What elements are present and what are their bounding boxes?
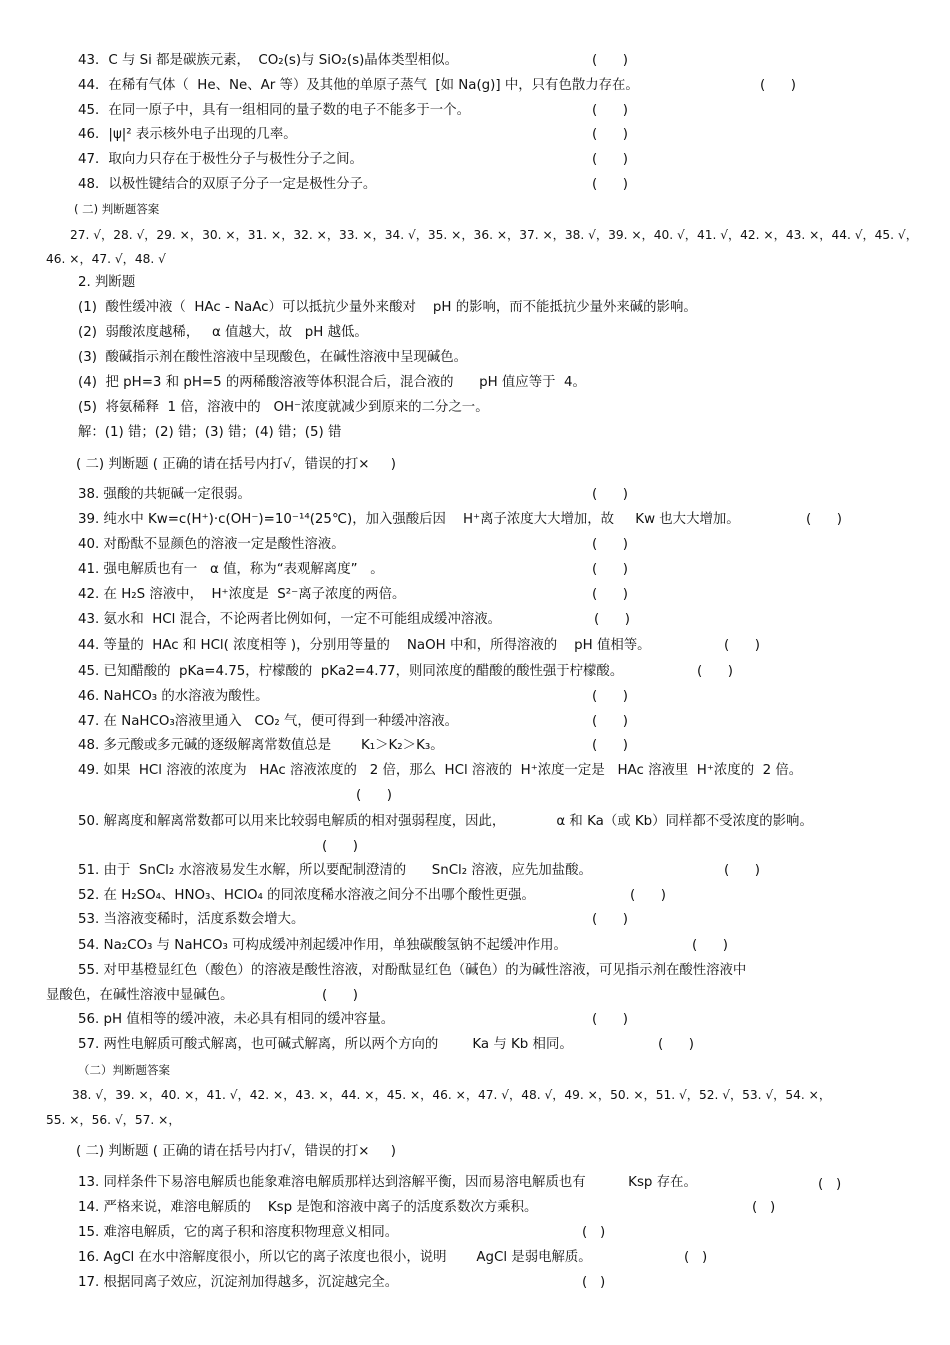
answer-bracket: ( ) [322,988,358,1003]
answer-bracket: ( ) [818,1177,842,1192]
answer-bracket: ( ) [692,938,728,953]
answer-bracket: ( ) [592,152,628,167]
answer-bracket: ( ) [592,714,628,729]
answer-bracket: ( ) [322,839,358,854]
question-48: 48．以极性键结合的双原子分子一定是极性分子。 [78,177,377,192]
question-4: (4) 把 pH=3 和 pH=5 的两稀酸溶液等体积混合后，混合液的 pH 值应等于 4。 [78,375,586,390]
section-heading: ( 二) 判断题答案 [74,202,160,216]
question-38: 38. 强酸的共轭碱一定很弱。 [78,487,251,502]
section-heading: 2. 判断题 [78,275,136,290]
answer-key-line: 38. √，39. ×，40. ×，41. √，42. ×，43. ×，44. ×，45. ×，46. ×，47. √，48. √，49. ×，50. ×，51. √，52. √，53. √，54. ×， [72,1088,832,1102]
question-43: 43．C 与 Si 都是碳族元素， CO₂(s)与 SiO₂(s)晶体类型相似。 [78,53,459,68]
answer-bracket: ( ) [684,1250,708,1265]
answer-bracket: ( ) [592,537,628,552]
question-46: 46．|ψ|² 表示核外电子出现的几率。 [78,127,297,142]
answer-bracket: ( ) [658,1037,694,1052]
answer-bracket: ( ) [592,487,628,502]
answer-bracket: ( ) [592,53,628,68]
question-55-cont: 显酸色，在碱性溶液中显碱色。 [46,988,234,1003]
question-46b: 46. NaHCO₃ 的水溶液为酸性。 [78,689,269,704]
answer-bracket: ( ) [592,127,628,142]
question-57: 57. 两性电解质可酸式解离，也可碱式解离，所以两个方向的 Ka 与 Kb 相同。 [78,1037,573,1052]
answer-bracket: ( ) [592,103,628,118]
question-44: 44．在稀有气体（ He、Ne、Ar 等）及其他的单原子蒸气 [如 Na(g)] 中，只有色散力存在。 [78,78,639,93]
answer-bracket: ( ) [752,1200,776,1215]
answer-bracket: ( ) [592,1012,628,1027]
question-2: (2) 弱酸浓度越稀， α 值越大，故 pH 越低。 [78,325,368,340]
question-15: 15. 难溶电解质，它的离子积和溶度积物理意义相同。 [78,1225,399,1240]
answer-bracket: ( ) [592,689,628,704]
question-17: 17. 根据同离子效应，沉淀剂加得越多，沉淀越完全。 [78,1275,399,1290]
question-45: 45．在同一原子中，具有一组相同的量子数的电子不能多于一个。 [78,103,470,118]
question-39: 39. 纯水中 Kw=c(H⁺)·c(OH⁻)=10⁻¹⁴(25℃)，加入强酸后因 H⁺离子浓度大大增加，故 Kw 也大大增加。 [78,512,740,527]
question-44b: 44. 等量的 HAc 和 HCl( 浓度相等 )，分别用等量的 NaOH 中和，所得溶液的 pH 值相等。 [78,638,651,653]
answer-bracket: ( ) [592,912,628,927]
answer-bracket: ( ) [582,1225,606,1240]
answer-bracket: ( ) [760,78,796,93]
answer-bracket: ( ) [630,888,666,903]
question-47: 47．取向力只存在于极性分子与极性分子之间。 [78,152,363,167]
answer-bracket: ( ) [806,512,842,527]
answer-key-line: 46. ×，47. √，48. √ [46,252,166,266]
answer-bracket: ( ) [592,177,628,192]
question-5: (5) 将氨稀释 1 倍，溶液中的 OH⁻浓度就减少到原来的二分之一。 [78,400,489,415]
answer-bracket: ( ) [592,738,628,753]
question-42: 42. 在 H₂S 溶液中， H⁺浓度是 S²⁻离子浓度的两倍。 [78,587,406,602]
question-53: 53. 当溶液变稀时，活度系数会增大。 [78,912,305,927]
section-heading: ( 二) 判断题 ( 正确的请在括号内打√，错误的打× ) [76,457,396,472]
question-41: 41. 强电解质也有一 α 值，称为“表观解离度” 。 [78,562,384,577]
question-54: 54. Na₂CO₃ 与 NaHCO₃ 可构成缓冲剂起缓冲作用，单独碳酸氢钠不起缓冲作用。 [78,938,567,953]
question-51: 51. 由于 SnCl₂ 水溶液易发生水解，所以要配制澄清的 SnCl₂ 溶液，应先加盐酸。 [78,863,592,878]
question-14: 14. 严格来说，难溶电解质的 Ksp 是饱和溶液中离子的活度系数次方乘积。 [78,1200,538,1215]
answer-bracket: ( ) [592,587,628,602]
question-49: 49. 如果 HCl 溶液的浓度为 HAc 溶液浓度的 2 倍，那么 HCl 溶液的 H⁺浓度一定是 HAc 溶液里 H⁺浓度的 2 倍。 [78,763,803,778]
answer-bracket: ( ) [592,562,628,577]
answer-key-line: 27. √，28. √，29. ×，30. ×，31. ×，32. ×，33. ×，34. √，35. ×，36. ×，37. ×，38. √，39. ×，40. √，41. √，42. ×，43. ×，44. √，45. √， [70,228,918,242]
question-48b: 48. 多元酸或多元碱的逐级解离常数值总是 K₁＞K₂＞K₃。 [78,738,444,753]
question-1: (1) 酸性缓冲液（ HAc - NaAc）可以抵抗少量外来酸对 pH 的影响，而不能抵抗少量外来碱的影响。 [78,300,697,315]
question-52: 52. 在 H₂SO₄、HNO₃、HClO₄ 的同浓度稀水溶液之间分不出哪个酸性更强。 [78,888,535,903]
question-47b: 47. 在 NaHCO₃溶液里通入 CO₂ 气，便可得到一种缓冲溶液。 [78,714,459,729]
solution-line: 解：(1) 错；(2) 错；(3) 错；(4) 错；(5) 错 [78,425,342,440]
answer-bracket: ( ) [724,863,760,878]
answer-bracket: ( ) [594,612,630,627]
answer-bracket: ( ) [697,664,733,679]
section-heading: ( 二) 判断题 ( 正确的请在括号内打√，错误的打× ) [76,1144,396,1159]
answer-bracket: ( ) [356,788,392,803]
question-13: 13. 同样条件下易溶电解质也能象难溶电解质那样达到溶解平衡，因而易溶电解质也有 Ksp 存在。 [78,1175,697,1190]
answer-bracket: ( ) [724,638,760,653]
question-16: 16. AgCl 在水中溶解度很小，所以它的离子浓度也很小，说明 AgCl 是弱电解质。 [78,1250,592,1265]
question-43b: 43. 氨水和 HCl 混合，不论两者比例如何，一定不可能组成缓冲溶液。 [78,612,502,627]
answer-key-line: 55. ×，56. √，57. ×， [46,1113,181,1127]
question-55: 55. 对甲基橙显红色（酸色）的溶液是酸性溶液，对酚酞显红色（碱色）的为碱性溶液，可见指示剂在酸性溶液中 [78,963,747,978]
question-50: 50. 解离度和解离常数都可以用来比较弱电解质的相对强弱程度，因此， α 和 Ka（或 Kb）同样都不受浓度的影响。 [78,814,813,829]
answer-bracket: ( ) [582,1275,606,1290]
question-56: 56. pH 值相等的缓冲液，未必具有相同的缓冲容量。 [78,1012,395,1027]
question-45b: 45. 已知醋酸的 pKa=4.75，柠檬酸的 pKa2=4.77，则同浓度的醋酸的酸性强于柠檬酸。 [78,664,624,679]
section-heading: （二）判断题答案 [78,1063,170,1077]
question-3: (3) 酸碱指示剂在酸性溶液中呈现酸色，在碱性溶液中呈现碱色。 [78,350,468,365]
question-40: 40. 对酚酞不显颜色的溶液一定是酸性溶液。 [78,537,345,552]
